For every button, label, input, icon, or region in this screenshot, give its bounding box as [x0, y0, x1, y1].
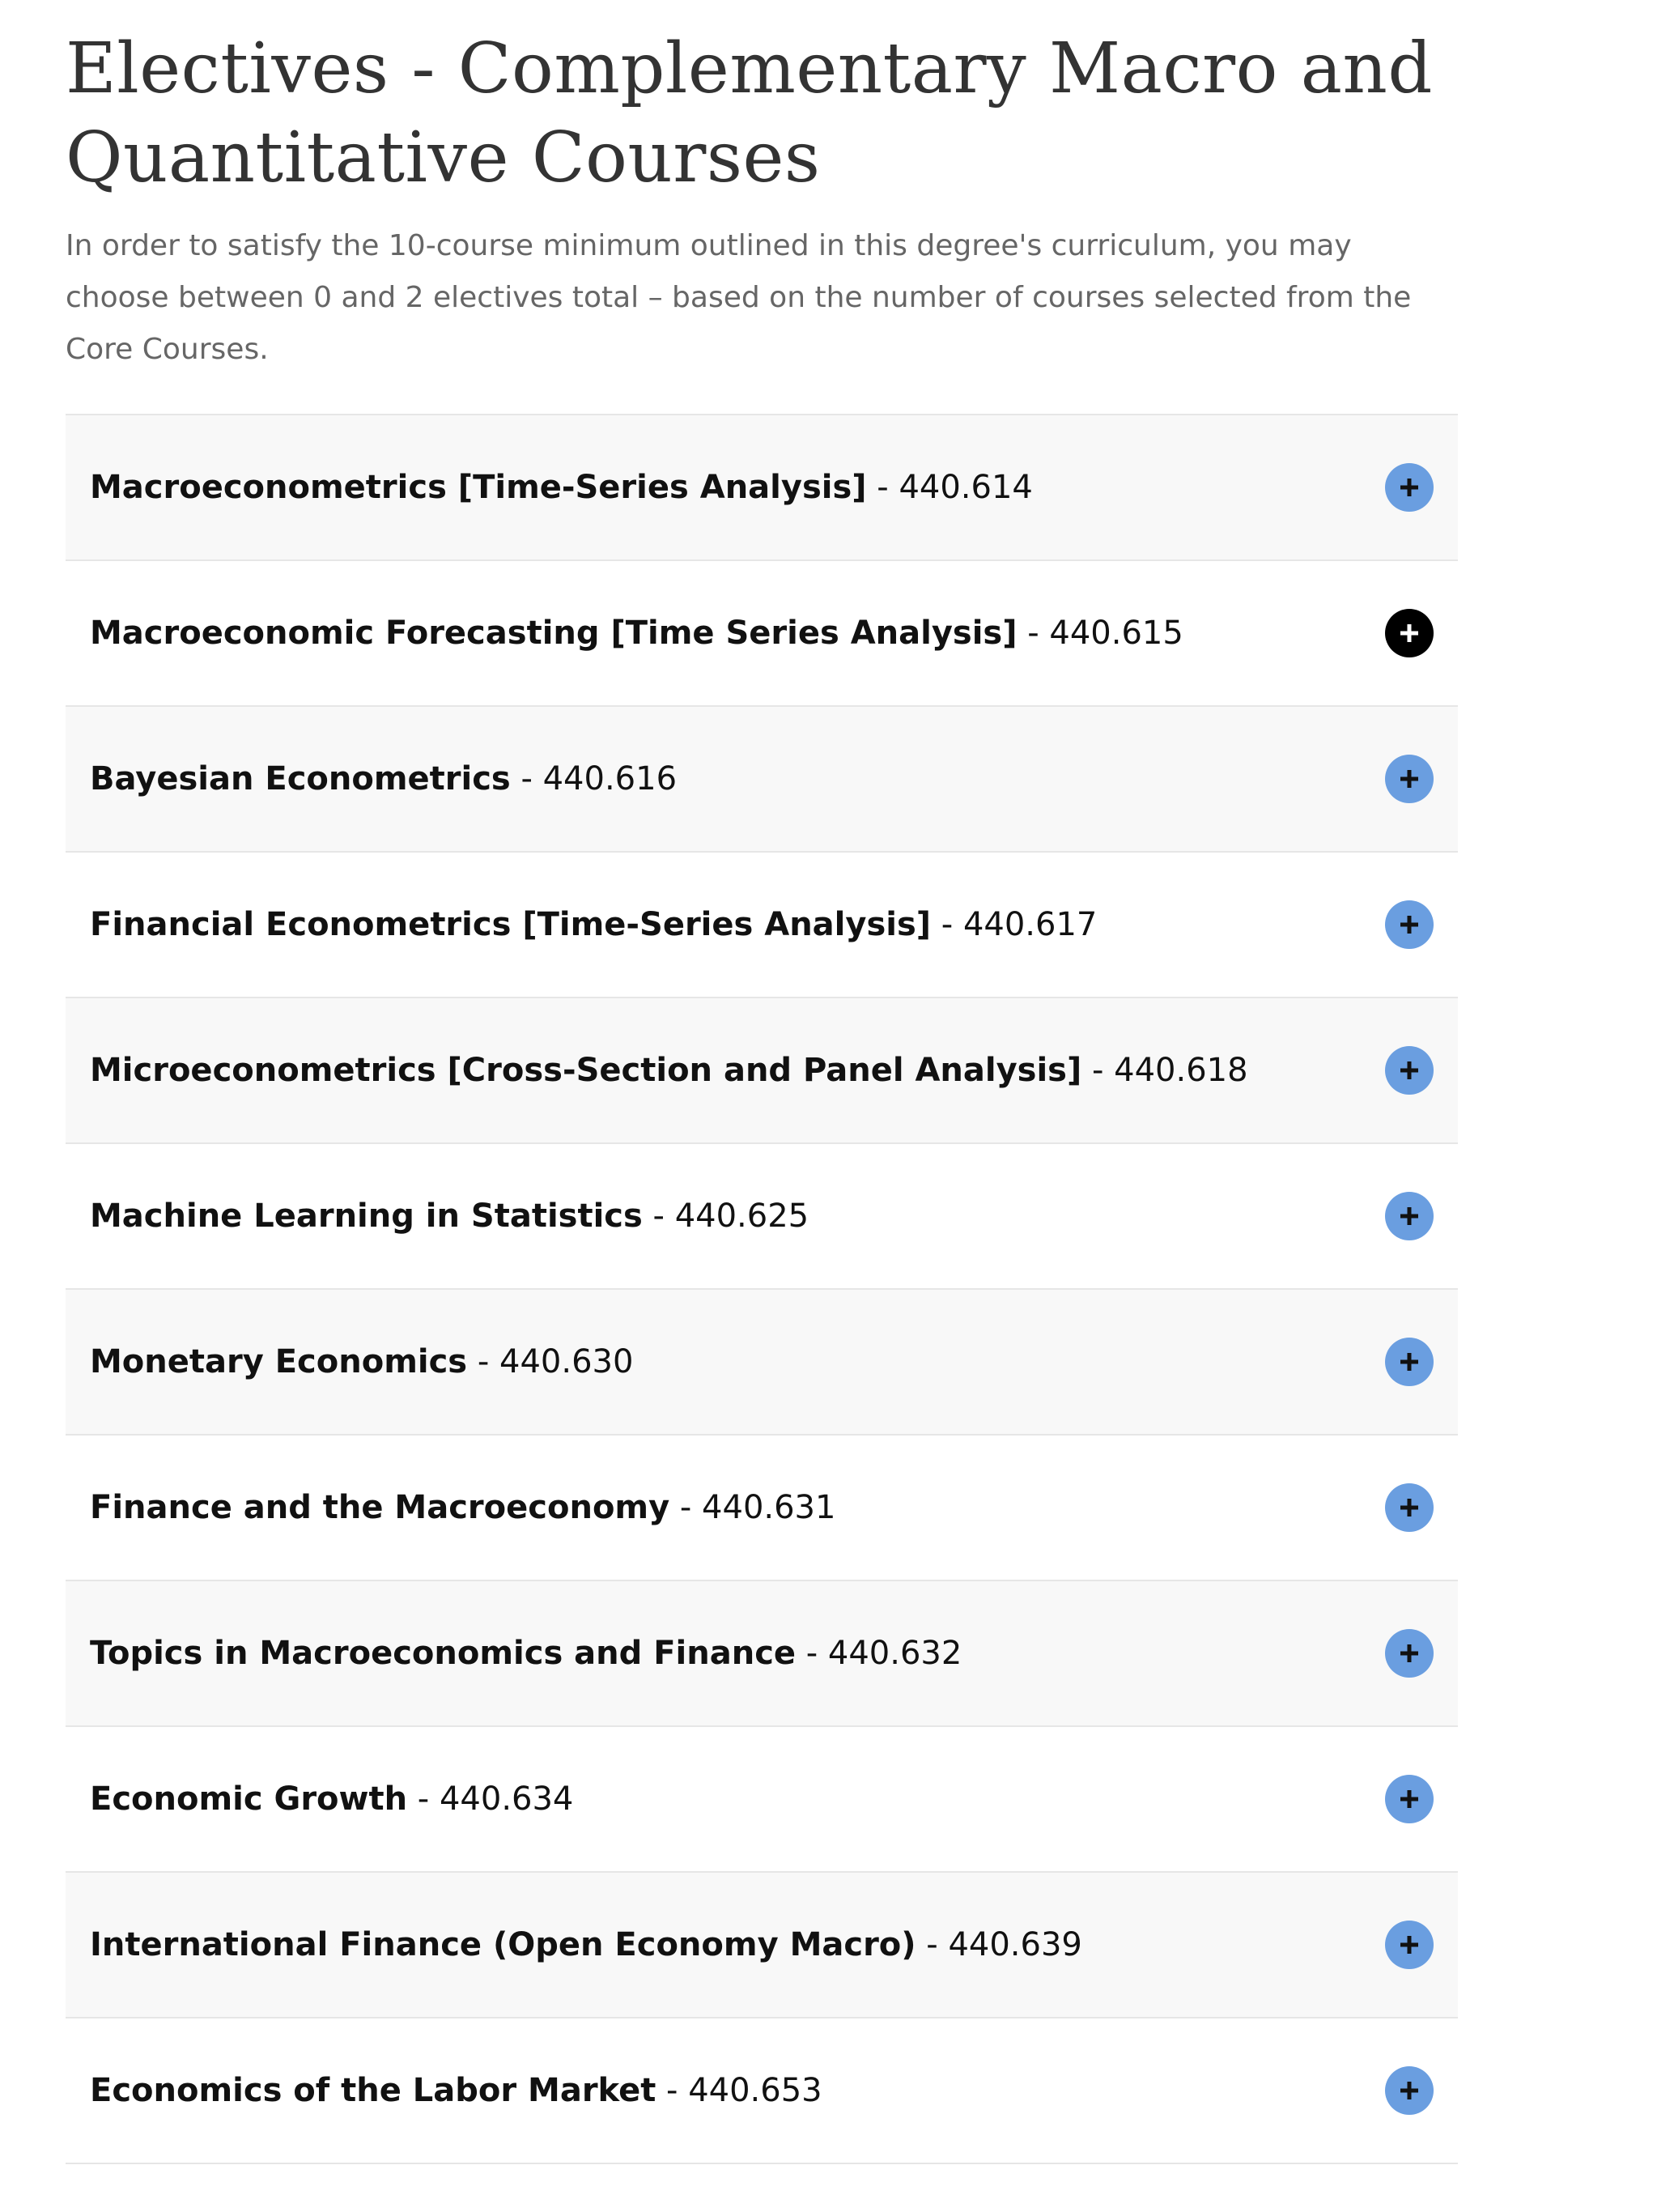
accordion-item[interactable]	[66, 1144, 1458, 1290]
course-name: Bayesian Econometrics	[90, 760, 511, 798]
course-separator: -	[467, 1343, 499, 1380]
course-name: Macroeconomic Forecasting [Time Series Analysis]	[90, 615, 1018, 652]
plus-icon	[1397, 912, 1421, 937]
course-name: Economic Growth	[90, 1780, 408, 1818]
course-code: 440.614	[899, 469, 1033, 506]
accordion-item-label	[90, 1780, 573, 1818]
accordion-item-label	[90, 2072, 822, 2109]
plus-icon	[1397, 1058, 1421, 1083]
section-title: Electives - Complementary Macro and Quantitative Courses	[66, 28, 1433, 198]
course-code: 440.617	[962, 906, 1098, 943]
course-code: 440.639	[948, 1926, 1082, 1963]
course-separator: -	[931, 906, 963, 943]
accordion-item-label	[90, 469, 1033, 506]
accordion-item[interactable]	[66, 1290, 1458, 1436]
course-separator: -	[669, 1489, 703, 1526]
course-separator: -	[916, 1926, 949, 1963]
plus-icon	[1397, 1350, 1421, 1374]
course-separator: -	[796, 1635, 828, 1672]
accordion-item-label	[90, 615, 1183, 652]
expand-toggle-button[interactable]	[1385, 609, 1434, 657]
course-name: Economics of the Labor Market	[90, 2072, 656, 2109]
expand-toggle-button[interactable]	[1385, 463, 1434, 512]
expand-toggle-button[interactable]	[1385, 1921, 1434, 1969]
expand-toggle-button[interactable]	[1385, 1775, 1434, 1823]
plus-icon	[1397, 1933, 1421, 1957]
expand-toggle-button[interactable]	[1385, 1629, 1434, 1678]
accordion-item-label	[90, 1635, 962, 1672]
plus-icon	[1397, 2078, 1421, 2103]
course-code: 440.631	[702, 1489, 836, 1526]
section-intro: In order to satisfy the 10-course minimum outlined in this degree's curriculum, you may choose between 0 and 2 electives total – based on the number of courses selected from the Core Courses.	[66, 229, 1412, 366]
plus-icon	[1397, 1204, 1421, 1228]
course-separator: -	[866, 469, 899, 506]
course-separator: -	[656, 2072, 689, 2109]
accordion-item[interactable]	[66, 2018, 1458, 2164]
course-name: Financial Econometrics [Time-Series Analysis]	[90, 906, 932, 943]
expand-toggle-button[interactable]	[1385, 1192, 1434, 1240]
course-separator: -	[642, 1197, 675, 1235]
course-separator: -	[1081, 1052, 1115, 1089]
course-accordion	[66, 414, 1458, 2164]
expand-toggle-button[interactable]	[1385, 1338, 1434, 1386]
course-code: 440.618	[1114, 1052, 1248, 1089]
accordion-item[interactable]	[66, 1727, 1458, 1873]
accordion-item-label	[90, 760, 677, 798]
accordion-item[interactable]	[66, 561, 1458, 707]
accordion-item[interactable]	[66, 1436, 1458, 1581]
course-code: 440.632	[827, 1635, 962, 1672]
accordion-item-label	[90, 906, 1097, 943]
course-name: Macroeconometrics [Time-Series Analysis]	[90, 469, 867, 506]
accordion-item[interactable]	[66, 998, 1458, 1144]
course-code: 440.625	[674, 1197, 809, 1235]
course-code: 440.616	[542, 760, 678, 798]
expand-toggle-button[interactable]	[1385, 900, 1434, 949]
accordion-item[interactable]	[66, 853, 1458, 998]
electives-section	[66, 24, 1458, 376]
accordion-item-label	[90, 1052, 1248, 1089]
accordion-item[interactable]	[66, 1873, 1458, 2018]
accordion-item-label	[90, 1197, 809, 1235]
plus-icon	[1397, 1641, 1421, 1665]
course-code: 440.615	[1049, 615, 1183, 652]
course-separator: -	[407, 1780, 440, 1818]
accordion-item-label	[90, 1926, 1082, 1963]
course-name: Machine Learning in Statistics	[90, 1197, 643, 1235]
expand-toggle-button[interactable]	[1385, 1483, 1434, 1532]
plus-icon	[1397, 1495, 1421, 1520]
course-name: Topics in Macroeconomics and Finance	[90, 1635, 797, 1672]
accordion-item[interactable]	[66, 1581, 1458, 1727]
course-name: Monetary Economics	[90, 1343, 468, 1380]
plus-icon	[1397, 767, 1421, 791]
course-name: International Finance (Open Economy Macro)	[90, 1926, 916, 1963]
plus-icon	[1397, 621, 1421, 645]
expand-toggle-button[interactable]	[1385, 755, 1434, 803]
course-separator: -	[510, 760, 543, 798]
expand-toggle-button[interactable]	[1385, 1046, 1434, 1095]
course-name: Microeconometrics [Cross-Section and Panel Analysis]	[90, 1052, 1082, 1089]
plus-icon	[1397, 475, 1421, 500]
expand-toggle-button[interactable]	[1385, 2066, 1434, 2115]
course-name: Finance and the Macroeconomy	[90, 1489, 670, 1526]
accordion-item[interactable]	[66, 707, 1458, 853]
course-code: 440.630	[499, 1343, 634, 1380]
accordion-item-label	[90, 1343, 633, 1380]
course-separator: -	[1017, 615, 1050, 652]
course-code: 440.634	[439, 1780, 574, 1818]
course-code: 440.653	[688, 2072, 822, 2109]
accordion-item-label	[90, 1489, 835, 1526]
accordion-item[interactable]	[66, 415, 1458, 561]
plus-icon	[1397, 1787, 1421, 1811]
